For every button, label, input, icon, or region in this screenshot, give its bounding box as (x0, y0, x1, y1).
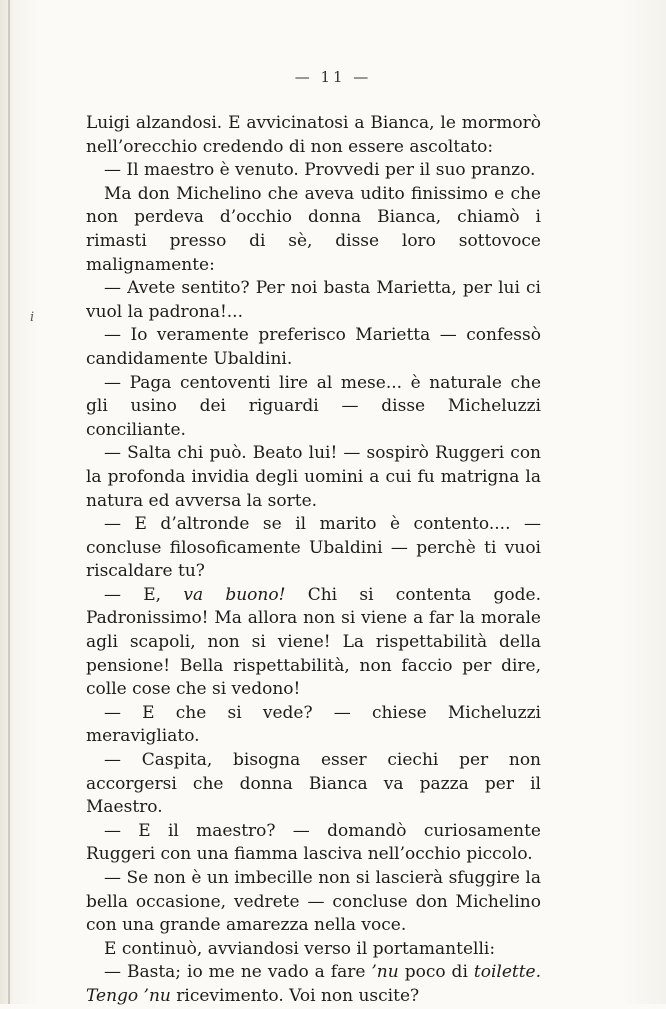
paragraph: — Avete sentito? Per noi basta Marietta, per lui ci vuol la padrona!... (86, 278, 541, 322)
paragraph: — E d’altronde se il marito è contento.... — concluse filosoficamente Ubaldini — perchè ti vuoi riscaldare tu? (86, 514, 541, 582)
italic-text: ’nu (371, 962, 399, 983)
paragraph: — E il maestro? — domandò curiosamente Ruggeri con una fiamma lasciva nell’occhio piccolo. (86, 820, 541, 865)
text-run: — E, (104, 584, 184, 605)
paragraph: — E che si vede? — chiese Micheluzzi meravigliato. (86, 702, 541, 747)
text-run: poco di (398, 962, 474, 983)
paragraph: — Io veramente preferisco Marietta — confessò candidamente Ubaldini. (86, 325, 541, 369)
paragraph (86, 584, 541, 702)
body-text (86, 112, 541, 1009)
page-number-header: — 11 — (294, 68, 372, 86)
paragraph: Luigi alzandosi. E avvicinatosi a Bianca, le mormorò nell’orecchio credendo di non essere ascoltato: (86, 113, 541, 157)
paragraph: — Caspita, bisogna esser ciechi per non accorgersi che donna Bianca va pazza per il Maestro. (86, 750, 541, 818)
text-run: ricevimento. Voi non uscite? (170, 985, 420, 1006)
paragraph (86, 961, 541, 1008)
paragraph: E continuò, avviandosi verso il portamantelli: (104, 938, 496, 959)
margin-mark: i (30, 310, 35, 325)
text-run: Chi si contenta gode. Padronissimo! Ma allora non si viene a far la morale agli scapoli, non si viene! La rispettabilità della pensione! Bella rispettabilità, non faccio per dire, colle cose che si vedono! (86, 584, 542, 700)
paragraph: — Salta chi può. Beato lui! — sospirò Ruggeri con la profonda invidia degli uomini a cui fu matrigna la natura ed avversa la sorte. (86, 443, 541, 511)
italic-text: toilette. (473, 962, 542, 983)
paragraph: — Se non è un imbecille non si lascierà sfuggire la bella occasione, vedrete — concluse don Michelino con una grande amarezza nella voce. (86, 868, 541, 936)
paragraph: — Il maestro è venuto. Provvedi per il suo pranzo. (104, 160, 536, 181)
text-run: — Basta; io me ne vado a fare (104, 962, 372, 983)
italic-text: Tengo ’nu (86, 985, 171, 1006)
paragraph: — Paga centoventi lire al mese... è naturale che gli usino dei riguardi — disse Micheluzzi conciliante. (86, 372, 541, 440)
page-binding-edge (8, 0, 10, 1004)
italic-text: va buono! (183, 584, 286, 605)
paragraph: Ma don Michelino che aveva udito finissimo e che non perdeva d’occhio donna Bianca, chiamò i rimasti presso di sè, disse loro sottovoce malignamente: (86, 183, 541, 275)
